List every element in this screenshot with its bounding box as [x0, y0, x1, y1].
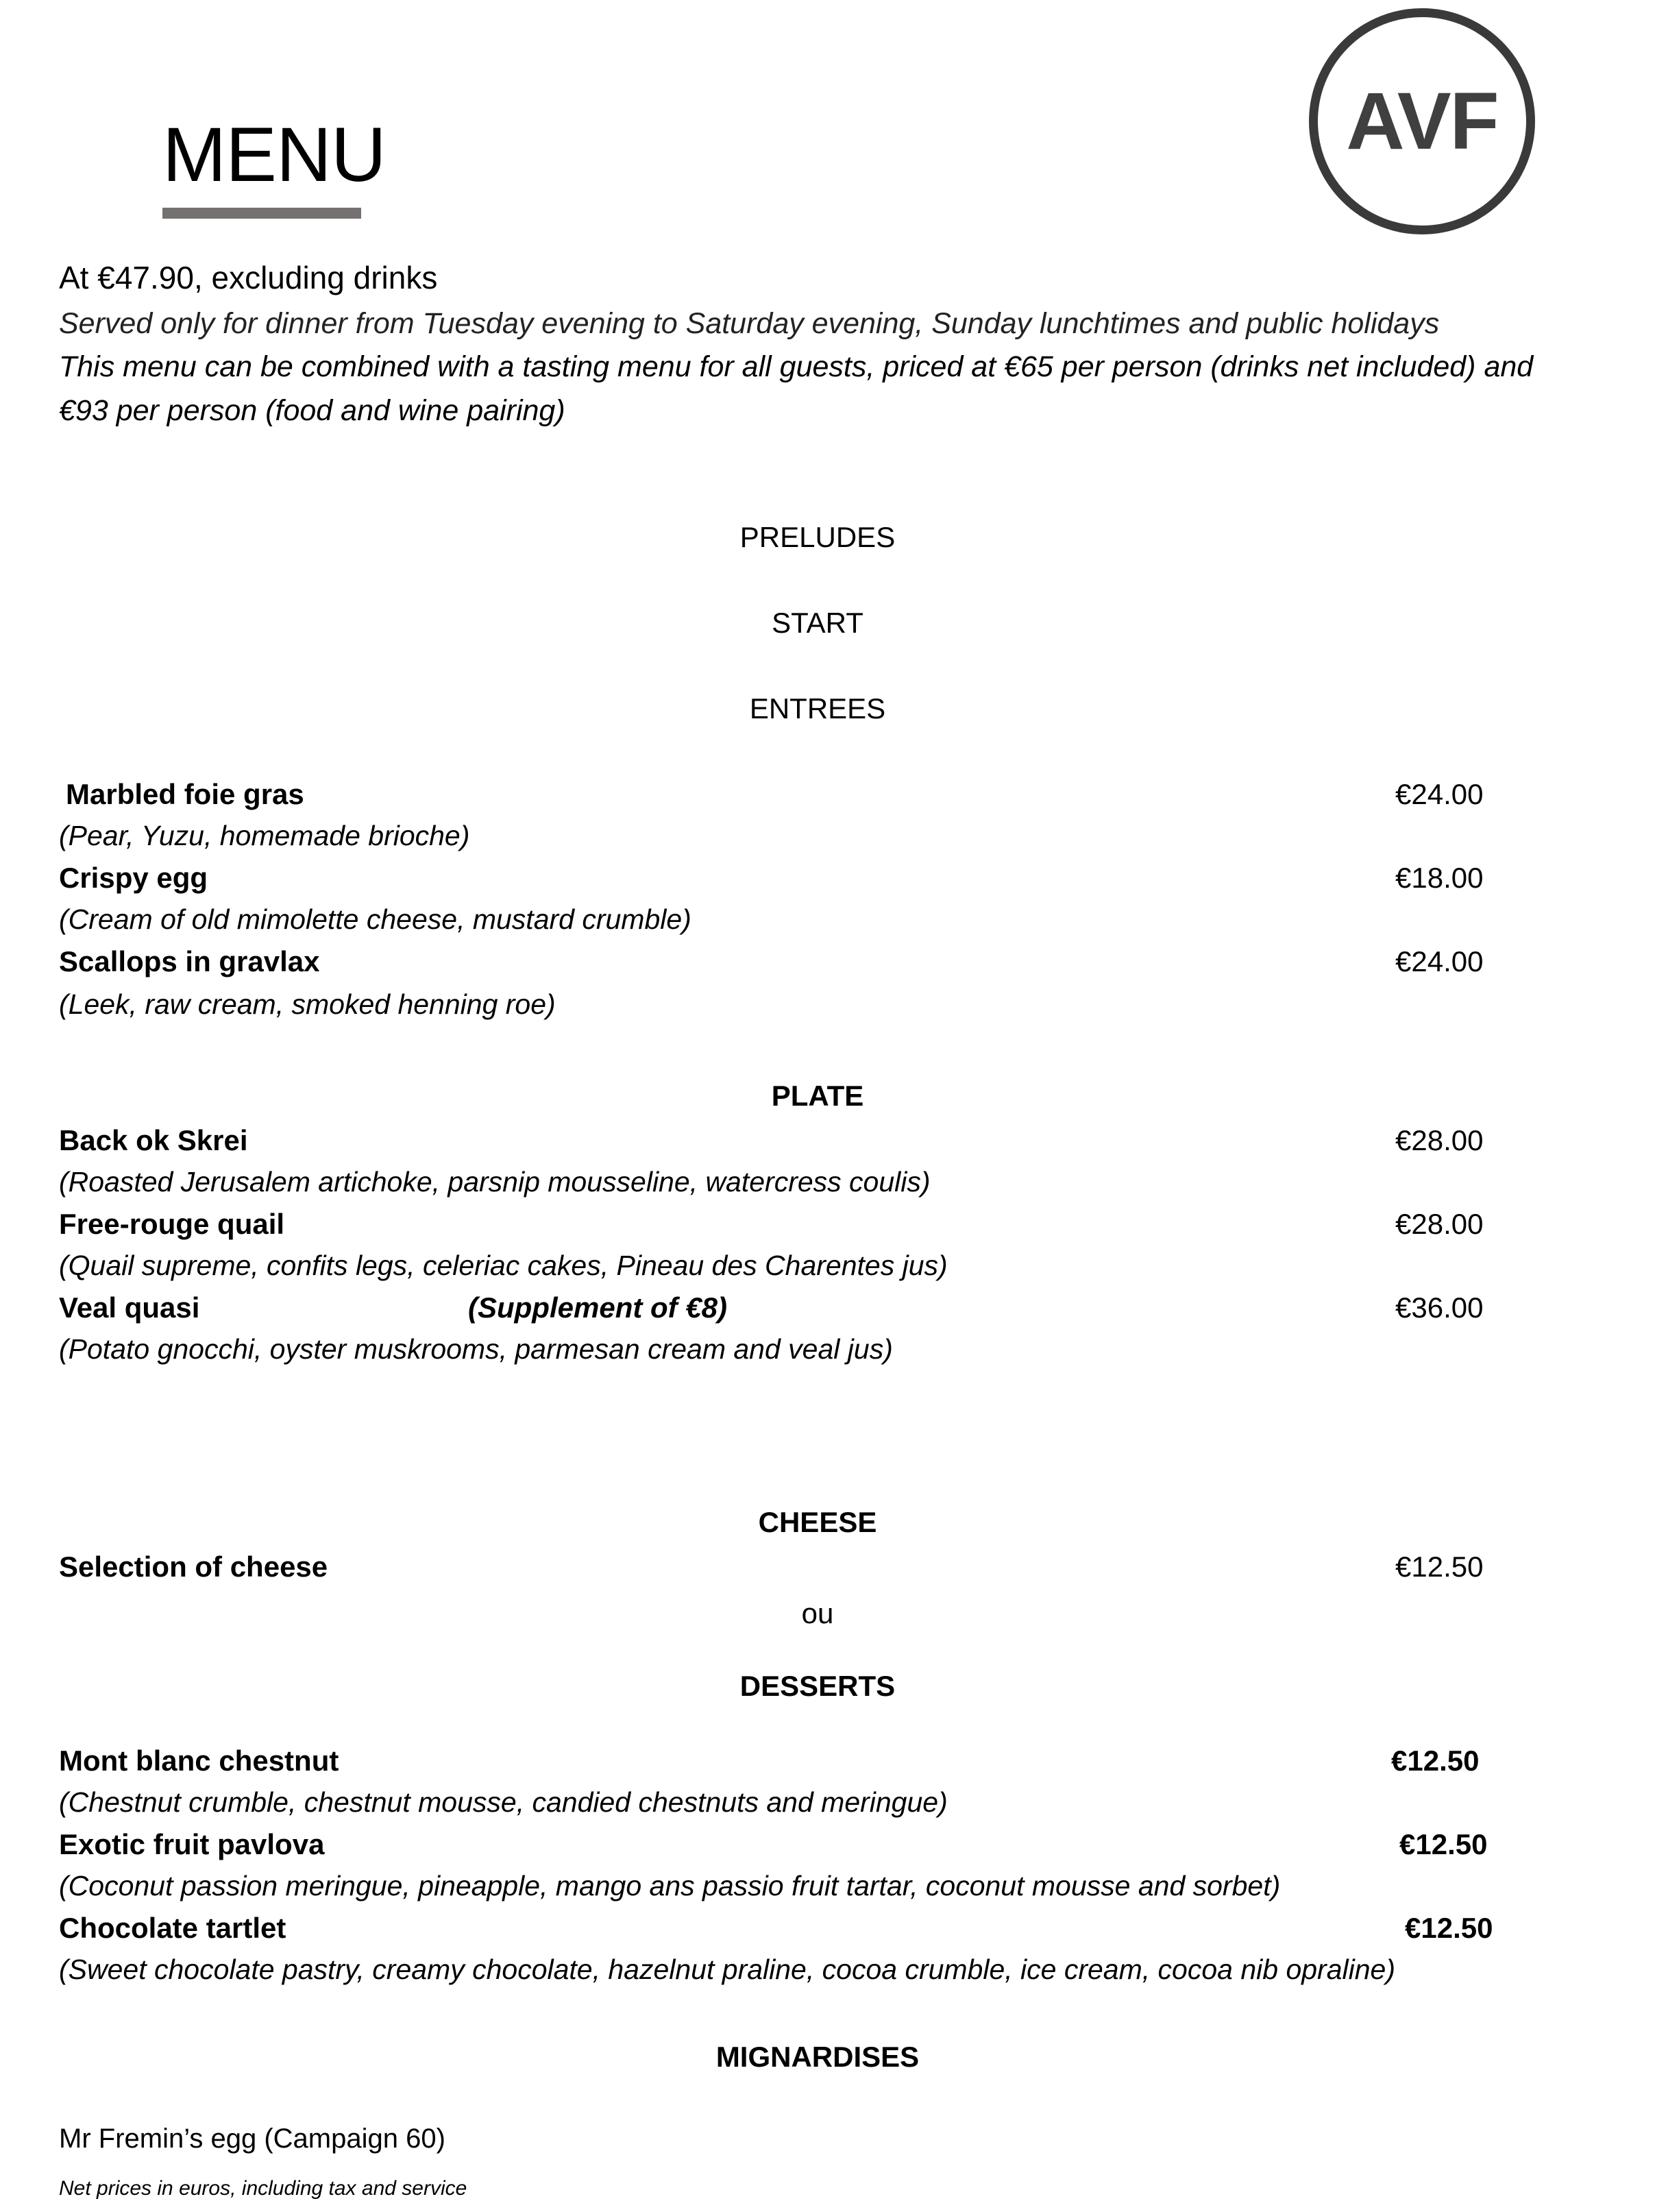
- section-entrees: ENTREES: [749, 692, 886, 725]
- cheese-name: Selection of cheese: [59, 1551, 328, 1583]
- dessert-name: Chocolate tartlet: [59, 1912, 286, 1944]
- entree-name: Crispy egg: [59, 862, 208, 894]
- dessert-price: €12.50: [1399, 1828, 1488, 1860]
- tasting-line-2: €93 per person (food and wine pairing): [59, 394, 565, 427]
- section-start: START: [772, 607, 863, 639]
- entree-desc: (Cream of old mimolette cheese, mustard crumble): [59, 903, 691, 935]
- plate-desc: (Roasted Jerusalem artichoke, parsnip mousseline, watercress coulis): [59, 1166, 931, 1198]
- dessert-desc: (Chestnut crumble, chestnut mousse, candied chestnuts and meringue): [59, 1786, 948, 1818]
- plate-desc: (Potato gnocchi, oyster muskrooms, parmesan cream and veal jus): [59, 1333, 893, 1365]
- entree-name: Scallops in gravlax: [59, 945, 320, 977]
- plate-price: €36.00: [1395, 1291, 1484, 1324]
- entree-desc: (Pear, Yuzu, homemade brioche): [59, 820, 470, 851]
- section-preludes: PRELUDES: [739, 521, 896, 553]
- dessert-desc: (Sweet chocolate pastry, creamy chocolate, hazelnut praline, cocoa crumble, ice cream, cocoa nib opraline): [59, 1954, 1395, 1985]
- section-plate: PLATE: [771, 1080, 864, 1112]
- section-desserts: DESSERTS: [739, 1670, 896, 1702]
- footer-note: Net prices in euros, including tax and service: [59, 2177, 467, 2200]
- plate-price: €28.00: [1395, 1208, 1484, 1240]
- cheese-price: €12.50: [1395, 1551, 1484, 1583]
- menu-price-line: At €47.90, excluding drinks: [59, 260, 438, 295]
- plate-name: Veal quasi: [59, 1291, 200, 1324]
- entree-price: €24.00: [1395, 945, 1484, 977]
- dessert-desc: (Coconut passion meringue, pineapple, mango ans passio fruit tartar, coconut mousse and sorbet): [59, 1870, 1281, 1901]
- entree-price: €18.00: [1395, 862, 1484, 894]
- logo-text: AVF: [1346, 76, 1498, 167]
- or-separator: ou: [801, 1597, 834, 1629]
- plate-name: Back ok Skrei: [59, 1124, 248, 1156]
- entree-price: €24.00: [1395, 778, 1484, 810]
- section-cheese: CHEESE: [758, 1506, 877, 1538]
- entree-desc: (Leek, raw cream, smoked henning roe): [59, 988, 556, 1020]
- entree-name: Marbled foie gras: [66, 778, 304, 810]
- plate-price: €28.00: [1395, 1124, 1484, 1156]
- avf-logo: [1309, 8, 1535, 234]
- plate-name: Free-rouge quail: [59, 1208, 285, 1240]
- tasting-line-1: This menu can be combined with a tasting menu for all guests, priced at €65 per person (drinks net included) and: [59, 350, 1534, 383]
- supplement-note: (Supplement of €8): [468, 1291, 728, 1324]
- plate-desc: (Quail supreme, confits legs, celeriac cakes, Pineau des Charentes jus): [59, 1250, 948, 1281]
- dessert-price: €12.50: [1391, 1745, 1480, 1777]
- dessert-name: Exotic fruit pavlova: [59, 1828, 325, 1860]
- dessert-price: €12.50: [1405, 1912, 1493, 1944]
- page-title: MENU: [162, 112, 386, 197]
- served-line: Served only for dinner from Tuesday evening to Saturday evening, Sunday lunchtimes and public holidays: [59, 307, 1440, 340]
- mignardises-item: Mr Fremin’s egg (Campaign 60): [59, 2124, 445, 2154]
- section-mignardises: MIGNARDISES: [715, 2041, 920, 2073]
- dessert-name: Mont blanc chestnut: [59, 1745, 339, 1777]
- title-underline: [162, 208, 361, 219]
